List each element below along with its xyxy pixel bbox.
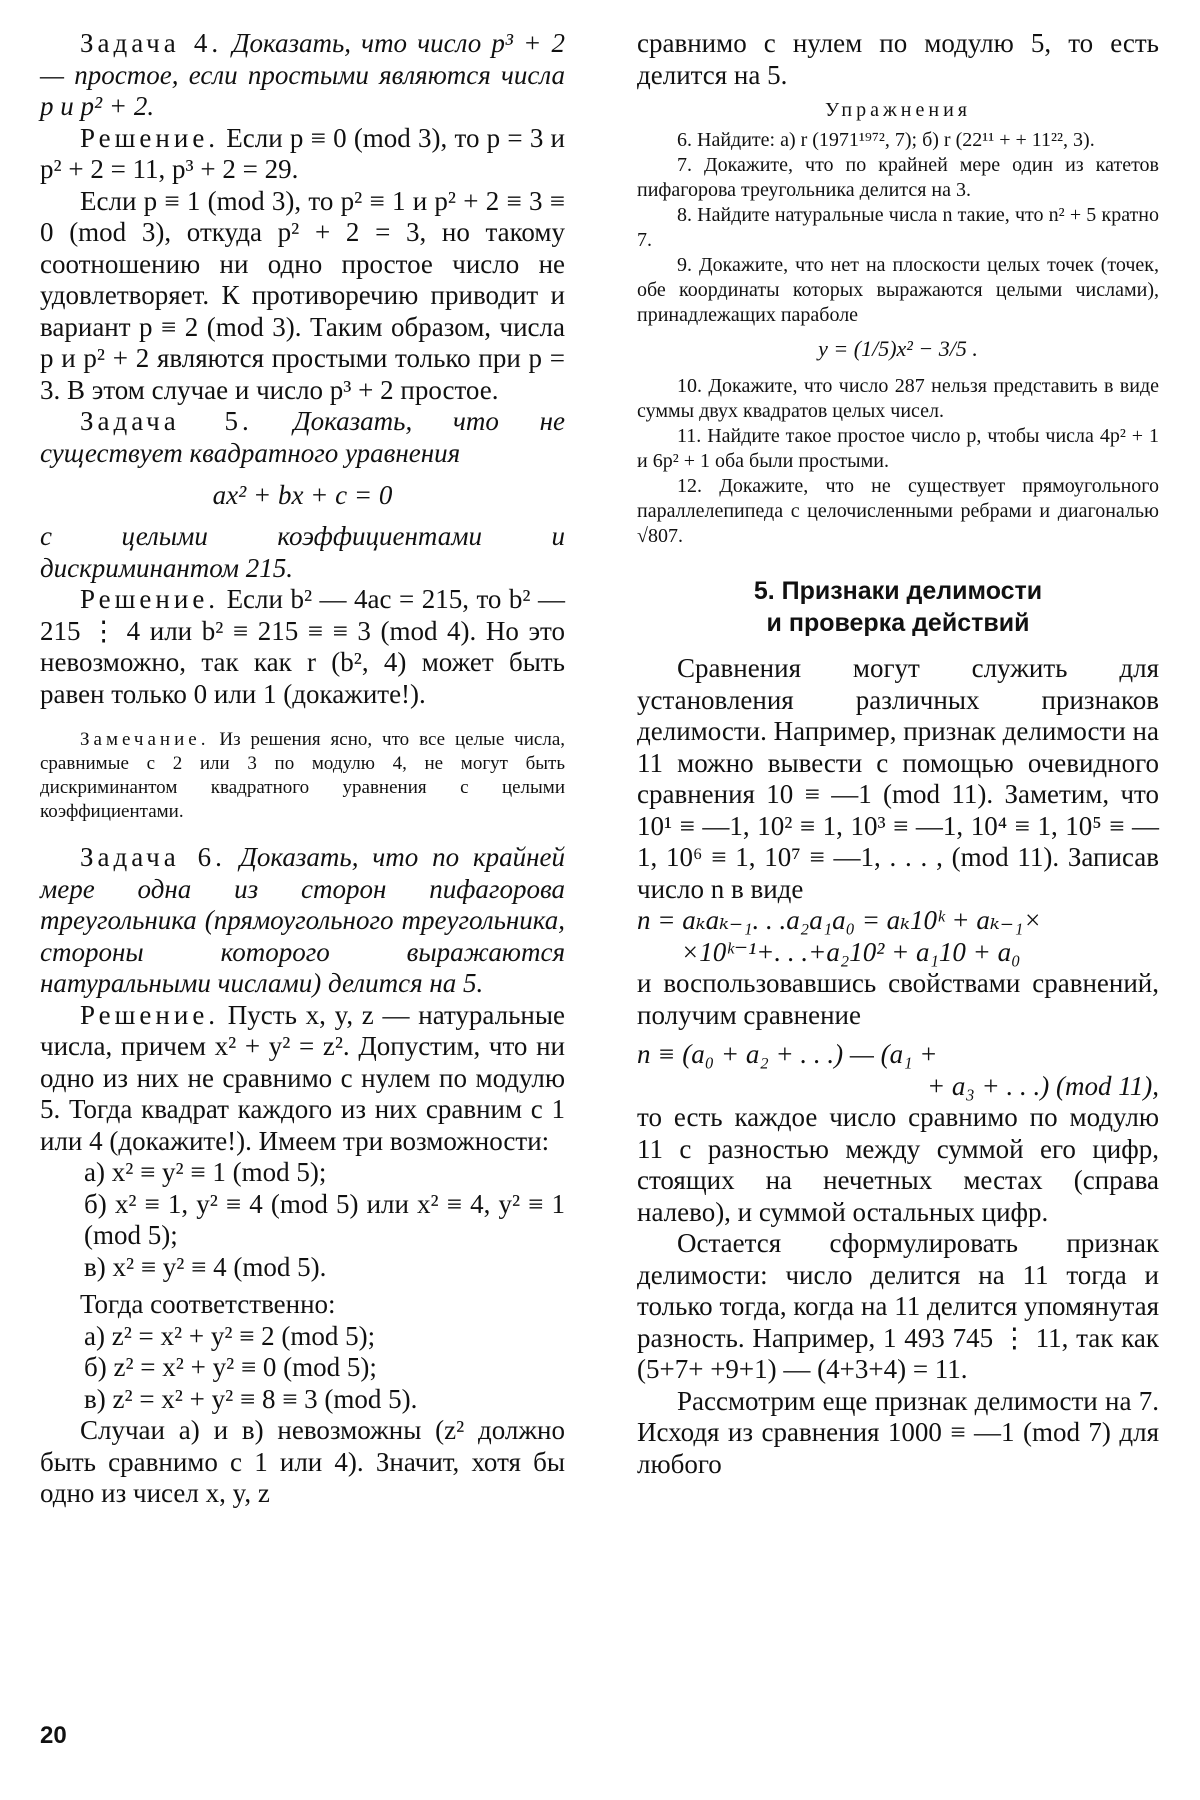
paragraph-2: и воспользовавшись свойствами сравнений, получим сравнение [637, 968, 1159, 1030]
exercise-11: 11. Найдите такое простое число p, чтобы числа 4p² + 1 и 6p² + 1 оба были простыми. [637, 425, 1159, 472]
exercise-7: 7. Докажите, что по крайней мере один из катетов пифагорова треугольника делится на 3. [637, 154, 1159, 201]
problem-6-conclusion-cont: сравнимо с нулем по модулю 5, то есть делится на 5. [637, 28, 1159, 90]
problem-4-solution-1 [40, 123, 565, 186]
solution-4-text-1: Если p ≡ 0 (mod 3), то p = 3 и p² + 2 = 11, p³ + 2 = 29. [40, 122, 566, 184]
paragraph-4: Остается сформулировать признак делимости: число делится на 11 тогда и только тогда, когда на 11 делится упомянутая разность. Например, 1 493 745 ⋮ 11, так как (5+7+ +9+1) — (4+3+4) = 11. [637, 1228, 1159, 1384]
problem-6 [40, 842, 565, 1000]
exercise-6: 6. Найдите: а) r (1971¹⁹⁷², 7); б) r (22¹¹ + + 11²², 3). [677, 129, 1095, 151]
problem-4-heading: Задача 4. [80, 28, 223, 58]
conclusion: Случаи а) и в) невозможны (z² должно быть сравнимо с 1 или 4). Значит, хотя бы одно из чисел x, y, z [40, 1415, 565, 1508]
problem-4-statement: Доказать, что число p³ + 2 — простое, если простыми являются числа p и p² + 2. [40, 28, 566, 121]
paragraph-1: Сравнения могут служить для установления различных признаков делимости. Например, признак делимости на 11 можно вывести с помощью очевидного сравнения 10 ≡ —1 (mod 11). Заметим, что 10¹ ≡ —1, 10² ≡ 1, 10³ ≡ —1, 10⁴ ≡ 1, 10⁵ ≡ —1, 10⁶ ≡ 1, 10⁷ ≡ —1, . . . , (mod 11). Записав число n в виде [637, 653, 1159, 904]
result-b: б) z² = x² + y² ≡ 0 (mod 5); [84, 1352, 377, 1382]
problem-5-statement: Доказать, что не существует квадратного уравнения [40, 406, 565, 468]
number-expansion-line-2: ×10ᵏ⁻¹+. . .+a₂10² + a₁10 + a₀ [681, 936, 1021, 967]
exercise-10: 10. Докажите, что число 287 нельзя представить в виде суммы двух квадратов целых чисел. [637, 375, 1159, 422]
case-a: а) x² ≡ y² ≡ 1 (mod 5); [84, 1157, 327, 1187]
problem-5-heading: Задача 5. [80, 406, 253, 436]
problem-5-statement-cont-text: с целыми коэффициентами и дискриминантом 215. [40, 521, 565, 583]
problem-5 [40, 406, 565, 469]
problem-5-solution [40, 584, 565, 710]
remark-heading: Замечание. [80, 729, 210, 750]
problem-6-heading: Задача 6. [80, 842, 226, 872]
problem-6-statement: Доказать, что по крайней мере одна из сторон пифагорова треугольника (прямоугольного треугольника, стороны которого выражаются натуральными числами) делится на 5. [40, 842, 566, 998]
case-c: в) x² ≡ y² ≡ 4 (mod 5). [84, 1251, 327, 1282]
number-expansion-line-1: n = aₖaₖ₋₁. . .a₂a₁a₀ = aₖ10ᵏ + aₖ₋₁× [637, 905, 1042, 935]
exercise-9: 9. Докажите, что нет на плоскости целых точек (точек, обе координаты которых выражаются целыми числами), принадлежащих параболе [637, 254, 1159, 326]
remark-text: Из решения ясно, что все целые числа, сравнимые с 2 или 3 по модулю 4, не могут быть дискриминантом квадратного уравнения с целыми коэффициентами. [40, 729, 566, 822]
quadratic-equation: ax² + bx + c = 0 [212, 480, 393, 510]
paragraph-3: то есть каждое число сравнимо по модулю 11 с разностью между суммой его цифр, стоящих на нечетных местах (справа налево), и суммой остальных цифр. [637, 1102, 1159, 1227]
solution-4-heading: Решение. [80, 122, 220, 153]
congruence-line-1: n ≡ (a₀ + a₂ + . . .) — (a₁ + [637, 1039, 938, 1069]
paragraph-5: Рассмотрим еще признак делимости на 7. Исходя из сравнения 1000 ≡ —1 (mod 7) для любого [637, 1385, 1159, 1479]
congruence-line-2: + a₃ + . . .) (mod 11), [926, 1070, 1159, 1101]
problem-5-statement-cont [40, 521, 565, 584]
case-b: б) x² ≡ 1, y² ≡ 4 (mod 5) или x² ≡ 4, y² ≡ 1 (mod 5); [84, 1188, 565, 1250]
left-column [40, 28, 565, 1510]
section-title [637, 575, 1159, 639]
then-line: Тогда соответственно: [80, 1289, 336, 1319]
remark [40, 728, 565, 824]
problem-6-solution [40, 1000, 565, 1158]
result-a: а) z² = x² + y² ≡ 2 (mod 5); [84, 1320, 376, 1351]
solution-6-heading: Решение. [80, 999, 220, 1030]
right-column [637, 28, 1159, 1480]
exercise-12: 12. Докажите, что не существует прямоугольного параллелепипеда с целочисленными ребрами и диагональю √807. [637, 475, 1159, 547]
page-number: 20 [40, 1722, 67, 1749]
exercise-8: 8. Найдите натуральные числа n такие, что n² + 5 кратно 7. [637, 204, 1159, 251]
solution-6-text: Пусть x, y, z — натуральные числа, причем x² + y² = z². Допустим, что ни одно из них не сравнимо с нулем по модулю 5. Тогда квадрат каждого из них сравним с 1 или 4 (докажите!). Имеем три возможности: [40, 999, 566, 1156]
problem-4-solution-2: Если p ≡ 1 (mod 3), то p² ≡ 1 и p² + 2 ≡ 3 ≡ 0 (mod 3), откуда p² + 2 = 3, но такому соотношению ни одно простое число не удовлетворяет. К противоречию приводит и вариант p ≡ 2 (mod 3). Таким образом, числа p и p² + 2 являются простыми только при p = 3. В этом случае и число p³ + 2 простое. [40, 185, 565, 405]
problem-4 [40, 28, 565, 123]
section-title-line-1: 5. Признаки делимости [753, 577, 1043, 605]
solution-5-text: Если b² — 4ac = 215, то b² — 215 ⋮ 4 или b² ≡ 215 ≡ ≡ 3 (mod 4). Но это невозможно, так как r (b², 4) может быть равен только 0 или 1 (докажите!). [40, 584, 565, 709]
result-c: в) z² = x² + y² ≡ 8 ≡ 3 (mod 5). [84, 1383, 418, 1414]
section-title-line-2: и проверка действий [766, 609, 1030, 637]
exercises-heading: Упражнения [825, 99, 971, 121]
parabola-formula: y = (1/5)x² − 3/5 . [818, 336, 978, 361]
solution-5-heading: Решение. [80, 584, 220, 614]
